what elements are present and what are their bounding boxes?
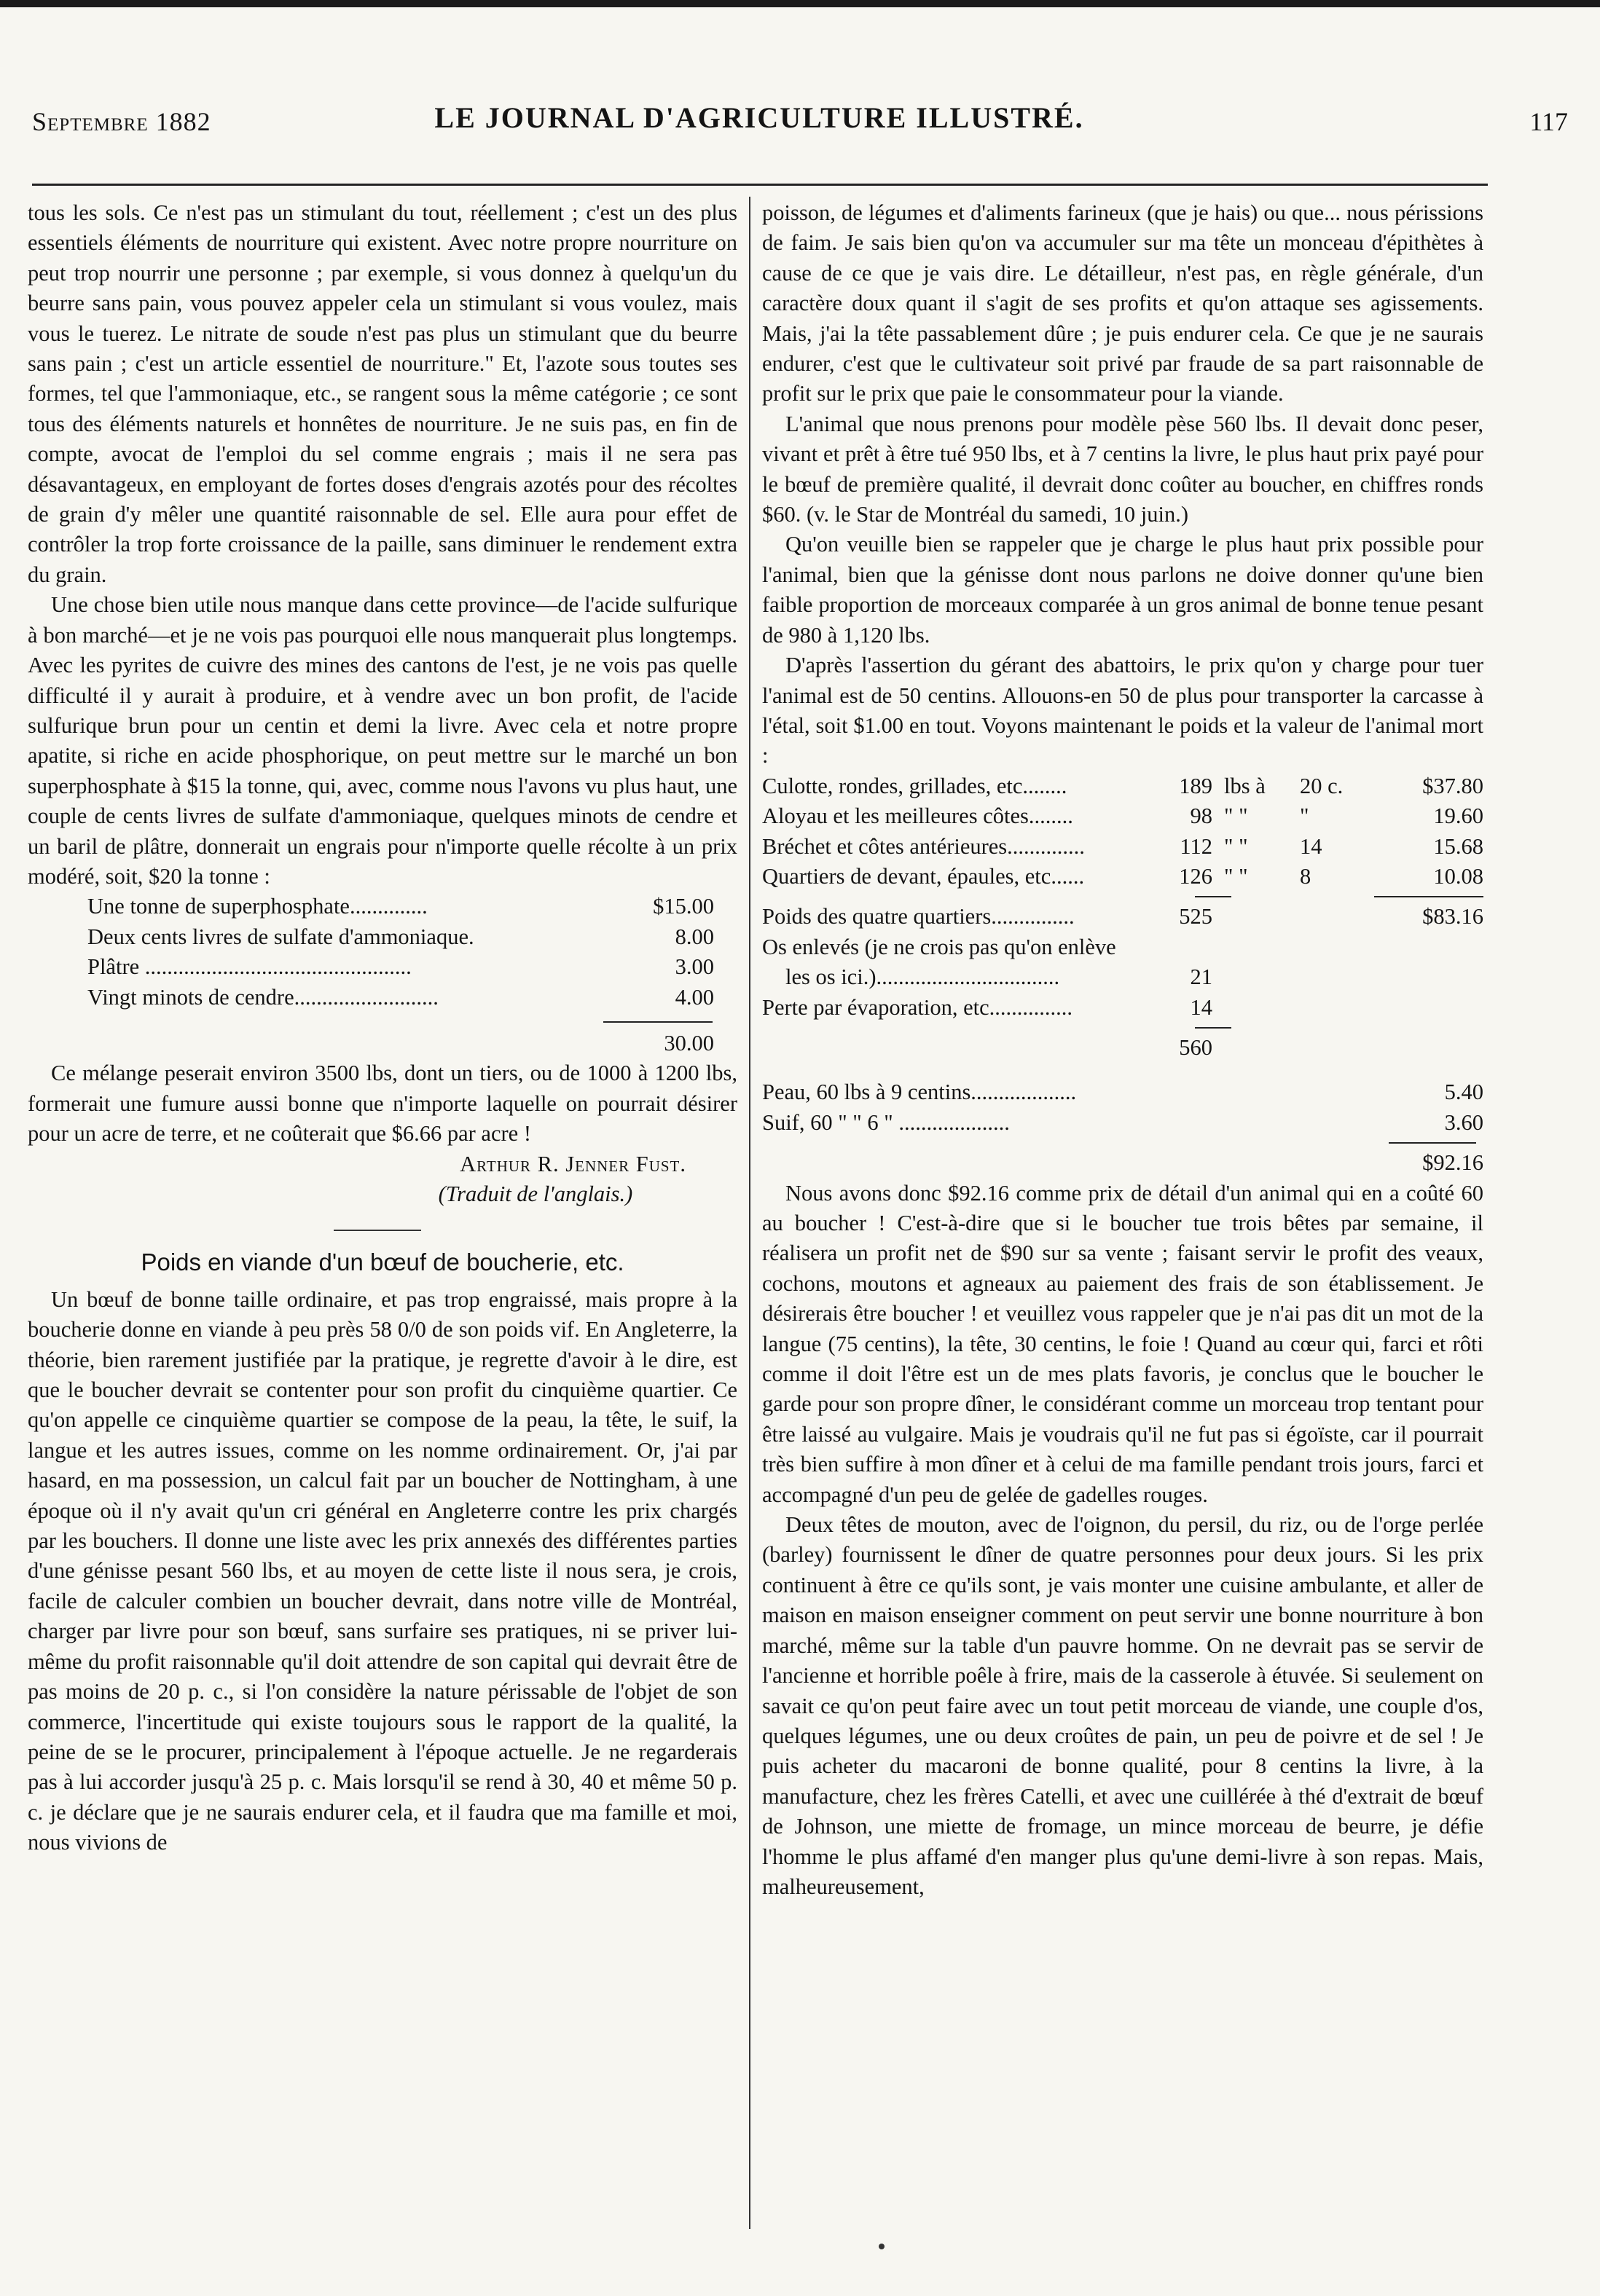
evaporation-weight: 14 xyxy=(1190,994,1212,1020)
table-row xyxy=(762,832,1483,862)
grand-total: $92.16 xyxy=(1422,1150,1483,1176)
table-row xyxy=(87,952,714,982)
paragraph: D'après l'assertion du gérant des abattoirs, le prix qu'on y charge pour tuer l'animal est de 50 centins. Allouons-en 50 de plus pour transporter la carcasse à l'étal, soit $1.00 en tout. Voyons maintenant le poids et la valeur de l'animal mort : xyxy=(762,653,1483,768)
bones-label: les os ici.)................................. xyxy=(785,964,1060,990)
cut-name: Culotte, rondes, grillades, etc........ xyxy=(762,773,1067,798)
journal-title: LE JOURNAL D'AGRICULTURE ILLUSTRÉ. xyxy=(434,101,1084,134)
table-row xyxy=(762,902,1483,932)
table-row xyxy=(762,1033,1483,1063)
cut-value: 10.08 xyxy=(1433,863,1483,889)
right-column xyxy=(762,198,1483,1902)
paragraph: Qu'on veuille bien se rappeler que je charge le plus haut prix possible pour l'animal, bien que la génisse dont nous parlons ne doive donner qu'une bien faible proportion de morceaux comparée à un gros animal de bonne tenue pesant de 980 à 1,120 lbs. xyxy=(762,532,1483,648)
header-rule xyxy=(32,184,1488,186)
paragraph: tous les sols. Ce n'est pas un stimulant du tout, réellement ; c'est un des plus essentiels éléments de nourriture qui existent. Avec notre propre nourriture on peut trop nourrir une personne ; par exemple, si vous donnez à quelqu'un du beurre sans pain, vous pouvez appeler cela un stimulant si vous voulez, mais vous le tuerez. Le nitrate de soude n'est pas plus un stimulant que du beurre sans pain ; c'est un article essentiel de nourriture." Et, l'azote sous toutes ses formes, tel que l'ammoniaque, etc., se rangent sous la même catégorie ; ce sont tous des éléments naturels et honnêtes de nourriture. Je ne suis pas, en fin de compte, avocat de l'emploi du sel comme engrais ; mais il ne sera pas désavantageux, en employant de fortes doses d'engrais azotés pour des récoltes de grain d'y mêler une quantité raisonnable de sel. Elle aura pour effet de contrôler la trop forte croissance de la paille, sans diminuer le rendement extra du grain. xyxy=(28,200,737,587)
cost-item: Deux cents livres de sulfate d'ammoniaque. xyxy=(87,924,474,949)
fertilizer-total: 30.00 xyxy=(664,1030,714,1055)
left-column xyxy=(28,198,737,1858)
quarters-value: $83.16 xyxy=(1422,904,1483,929)
cost-item: Plâtre ................................................ xyxy=(87,954,412,980)
cut-weight: 98 xyxy=(1190,803,1212,829)
extra-name: Peau, 60 lbs à 9 centins................... xyxy=(762,1080,1077,1105)
bones-label: Os enlevés (je ne crois pas qu'on enlève xyxy=(762,934,1116,959)
extra-value: 3.60 xyxy=(1444,1109,1483,1135)
translation-note: (Traduit de l'anglais.) xyxy=(438,1182,633,1206)
table-row xyxy=(762,801,1483,831)
carcass-value-table xyxy=(762,771,1483,1179)
cut-name: Bréchet et côtes antérieures.............. xyxy=(762,833,1085,859)
paragraph: poisson, de légumes et d'aliments farineux (que je hais) ou que... nous périssions de faim. Je sais bien qu'on va accumuler sur ma tête un monceau d'épithètes à cause de ce que je vais dire. Le détailleur, n'est pas, en règle générale, d'un caractère doux quant il s'agit de ses profits et qu'on attaque ses agissements. Mais, j'ai la tête passablement dûre ; je puis endurer cela. Ce que je ne saurais endurer, c'est que le cultivateur soit privé par fraude de sa part raisonnable de profit sur le prix que paie le consommateur pour la viande. xyxy=(762,200,1483,406)
cut-unit: lbs à xyxy=(1224,773,1266,798)
table-row xyxy=(762,993,1483,1023)
cut-weight: 189 xyxy=(1179,773,1212,798)
bones-weight: 21 xyxy=(1190,964,1212,990)
table-row xyxy=(762,771,1483,801)
cut-rate: 8 xyxy=(1300,863,1311,889)
paragraph: Deux têtes de mouton, avec de l'oignon, du persil, du riz, ou de l'orge perlée (barley) fournissent le dîner de quatre personnes pour deux jours. Si les prix continuent à être ce qu'ils sont, je vais monter une cuisine ambulante, et aller de maison en maison enseigner comment on peut servir une bonne nourriture à bon marché, même sur la table d'un pauvre homme. On ne devrait pas se servir de l'ancienne et horrible poêle à frire, mais de la casserole à étuvée. Si seulement on savait ce qu'on peut faire avec un tout petit morceau de viande, une couple d'os, quelques légumes, une ou deux croûtes de pain, un peu de poivre et de sel ! Je puis acheter du macaroni de bonne qualité, pour 8 centins la livre, à la manufacture, chez les frères Catelli, et avec une cuillérée à thé d'extrait de bœuf de Johnson, une miette de fromage, un mince morceau de beurre, je défie l'homme le plus affamé d'en manger plus qu'une demi-livre à son repas. Mais, malheureusement, xyxy=(762,1512,1483,1899)
cut-value: $37.80 xyxy=(1422,773,1483,798)
cut-value: 19.60 xyxy=(1433,803,1483,829)
net-weight: 560 xyxy=(1179,1034,1212,1060)
table-row xyxy=(762,1108,1483,1138)
header-date: Septembre 1882 xyxy=(32,107,211,136)
cost-price: 3.00 xyxy=(675,954,714,980)
cut-unit: " " xyxy=(1224,803,1248,829)
cost-price: $15.00 xyxy=(653,894,714,919)
sum-rule xyxy=(603,1021,713,1023)
sum-rule xyxy=(1374,896,1483,897)
paragraph: Ce mélange peserait environ 3500 lbs, dont un tiers, ou de 1000 à 1200 lbs, formerait une fumure aussi bonne que n'importe laquelle on pourrait désirer pour un acre de terre, et ne coûterait que $6.66 par acre ! xyxy=(28,1061,737,1147)
column-divider xyxy=(749,197,750,2229)
paragraph: L'animal que nous prenons pour modèle pèse 560 lbs. Il devait donc peser, vivant et prêt à être tué 950 lbs, et à 7 centins la livre, le plus haut prix payé pour le bœuf de première qualité, il devrait donc coûter au boucher, en chiffres ronds $60. (v. le Star de Montréal du samedi, 10 juin.) xyxy=(762,411,1483,527)
quarters-label: Poids des quatre quartiers............... xyxy=(762,904,1075,929)
table-row xyxy=(87,983,714,1013)
table-row xyxy=(762,932,1483,962)
cost-item: Une tonne de superphosphate.............. xyxy=(87,894,428,919)
table-row xyxy=(87,922,714,952)
cost-price: 8.00 xyxy=(675,924,714,949)
cut-weight: 112 xyxy=(1180,833,1212,859)
page-mark xyxy=(879,2244,885,2249)
table-row xyxy=(87,892,714,921)
extra-name: Suif, 60 " " 6 " .................... xyxy=(762,1109,1010,1135)
sum-rule xyxy=(1389,1142,1476,1144)
table-row xyxy=(762,1148,1483,1178)
table-row xyxy=(762,962,1483,992)
cut-name: Quartiers de devant, épaules, etc...... xyxy=(762,863,1085,889)
fertilizer-cost-table xyxy=(87,892,714,1013)
evaporation-label: Perte par évaporation, etc............... xyxy=(762,994,1073,1020)
article-title: Poids en viande d'un bœuf de boucherie, etc. xyxy=(141,1249,624,1276)
running-header xyxy=(32,101,1568,144)
paragraph: Un bœuf de bonne taille ordinaire, et pas trop engraissé, mais propre à la boucherie donne en viande à peu près 58 0/0 de son poids vif. En Angleterre, la théorie, bien rarement justifiée par la pratique, je regrette d'avoir à le dire, est que le boucher devrait se contenter pour son profit du cinquième quartier. Ce qu'on appelle ce cinquième quartier se compose de la peau, la tête, le suif, la langue et les autres issues, comme on les nomme ordinairement. Or, j'ai par hasard, en ma possession, un calcul fait par un boucher de Nottingham, à une époque où il n'y avait qu'un cri général en Angleterre contre les prix chargés par les bouchers. Il donne une liste avec les prix annexés des différentes parties d'une génisse pesant 560 lbs, et au moyen de cette liste il nous sera, je crois, facile de calculer combien un boucher devrait, dans notre ville de Montréal, charger par livre pour son bœuf, sans surfaire ses pratiques, ni se priver lui-même du profit raisonnable qu'il doit attendre de son capital qui devrait être de pas moins de 20 p. c., si l'on considère la nature périssable de l'objet de son commerce, l'incertitude qui existe toujours sous le rapport de la qualité, la peine de se le procurer, principalement à l'époque actuelle. Je ne regarderais pas à lui accorder jusqu'à 25 p. c. Mais lorsqu'il se rend à 30, 40 et même 50 p. c. je déclare que je ne saurais endurer cela, et il faudra que ma famille et moi, nous vivions de xyxy=(28,1286,737,1855)
sum-rule xyxy=(1195,1027,1231,1029)
sum-rules xyxy=(762,892,1483,902)
cost-item: Vingt minots de cendre.......................... xyxy=(87,984,439,1010)
table-row xyxy=(762,862,1483,892)
paragraph: Une chose bien utile nous manque dans cette province—de l'acide sulfurique à bon marché—et je ne vois pas pourquoi elle nous manquerait plus longtemps. Avec les pyrites de cuivre des mines des cantons de l'est, je ne vois pas quelle difficulté il y aurait à produire, et à vendre avec un bon profit, de l'acide sulfurique brun pour un centin et demi la livre. Avec cela et notre propre apatite, si riche en acide phosphorique, on peut mettre sur le marché un bon superphosphate à $15 la tonne, qui, avec, comme nous l'avons vu plus haut, une couple de cents livres de sulfate d'ammoniaque, quelques minots de cendre et un baril de plâtre, donnerait un engrais pour n'importe quelle récolte à un prix modéré, soit, $20 la tonne : xyxy=(28,592,737,889)
cut-value: 15.68 xyxy=(1433,833,1483,859)
sum-rule xyxy=(1195,896,1231,897)
cut-rate: 20 c. xyxy=(1300,773,1344,798)
cut-rate: 14 xyxy=(1300,833,1322,859)
cut-rate: " xyxy=(1300,803,1309,829)
cut-unit: " " xyxy=(1224,863,1248,889)
table-row xyxy=(762,1077,1483,1107)
extra-value: 5.40 xyxy=(1444,1080,1483,1105)
section-separator xyxy=(334,1230,421,1231)
cut-unit: " " xyxy=(1224,833,1248,859)
paragraph: Nous avons donc $92.16 comme prix de détail d'un animal qui en a coûté 60 au boucher ! C'est-à-dire que si le boucher tue trois bêtes par semaine, il réalisera un profit net de $90 sur sa vente ; faisant servir le profit des veaux, cochons, moutons et agneaux au paiement des frais de son établissement. Je désirerais être boucher ! et veuillez vous rappeler que je n'ai pas dit un mot de la langue (75 centins), la tête, 30 centins, le foie ! Quand au cœur qui, farci et rôti comme il doit l'être est un de mes plats favoris, je conclus que le boucher le garde pour son propre dîner, le considérant comme un morceau trop tentant pour être laissé au vulgaire. Mais je voudrais qu'il ne fut pas si égoïste, car il pourrait très bien suffire à mon dîner et à celui de ma famille pendant trois jours, farci et accompagné d'un peu de gelée de gadelles rouges. xyxy=(762,1180,1483,1507)
quarters-weight: 525 xyxy=(1179,904,1212,929)
author-signature: Arthur R. Jenner Fust. xyxy=(460,1151,686,1176)
page-top-edge xyxy=(0,0,1600,7)
cut-name: Aloyau et les meilleures côtes........ xyxy=(762,803,1073,829)
cut-weight: 126 xyxy=(1179,863,1212,889)
page-number: 117 xyxy=(1529,107,1568,136)
cost-price: 4.00 xyxy=(675,984,714,1010)
